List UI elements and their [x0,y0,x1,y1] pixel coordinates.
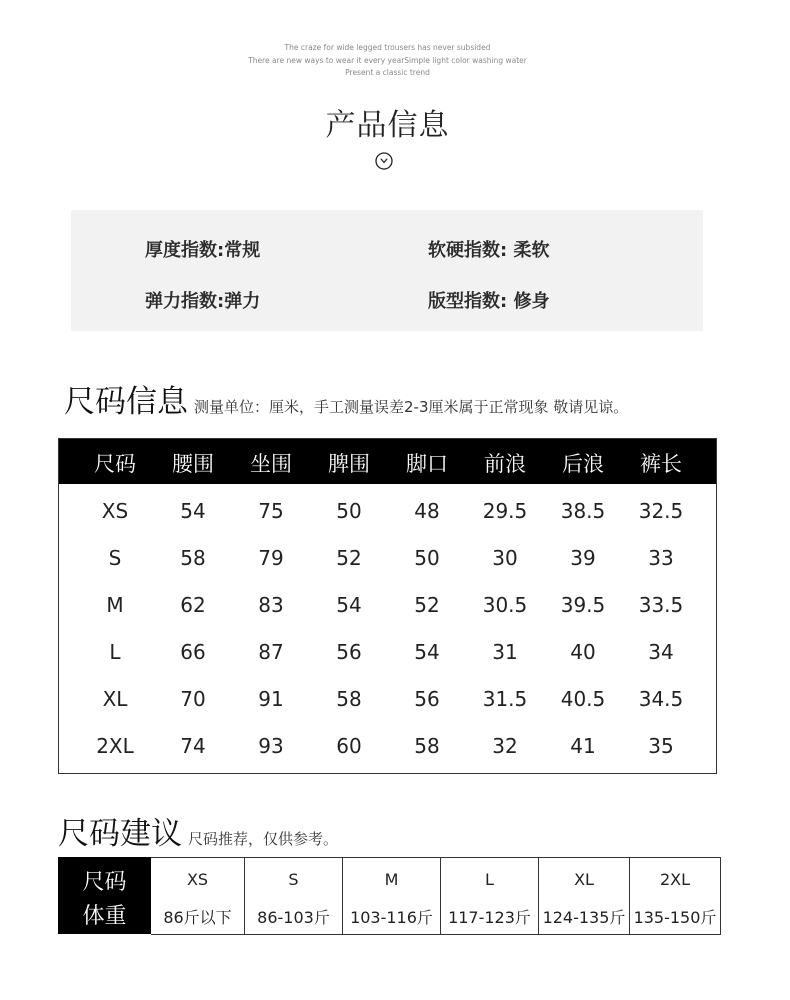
table-cell: 29.5 [482,499,528,523]
table-cell: 39 [570,546,596,570]
table-cell: 30.5 [482,593,528,617]
size-table-header-cell: 脚口 [406,452,448,476]
table-cell: 41 [570,734,596,758]
table-cell: 40.5 [560,687,606,711]
advice-column [441,857,539,935]
product-info-title: 产品信息 [325,108,450,143]
advice-column [343,857,441,935]
table-cell: 74 [180,734,206,758]
advice-weight: 135-150斤 [633,908,717,927]
table-cell: 70 [180,687,206,711]
softness-index [428,236,549,262]
table-cell: M [106,593,124,617]
size-table [58,438,717,774]
advice-size: L [485,870,494,889]
info-label: 版型指数: [428,291,508,312]
table-row [59,546,716,576]
advice-size: XS [186,870,209,889]
table-cell: 54 [180,499,206,523]
advice-weight: 86斤以下 [163,908,232,927]
table-cell: 32.5 [638,499,684,523]
table-cell: 30 [492,546,518,570]
table-cell: 58 [180,546,206,570]
info-value: 修身 [513,291,550,312]
size-table-header-cell: 后浪 [562,452,604,476]
table-cell: 58 [414,734,440,758]
advice-size: XL [574,870,594,889]
table-cell: 35 [648,734,674,758]
advice-column [539,857,630,935]
table-cell: 83 [258,593,284,617]
table-cell: 34.5 [638,687,684,711]
info-value: 柔软 [513,240,550,261]
fit-index [428,287,549,313]
advice-row-labels [58,857,151,934]
table-cell: 56 [336,640,362,664]
advice-weight: 124-135斤 [542,908,626,927]
table-cell: 79 [258,546,284,570]
table-cell: 87 [258,640,284,664]
tagline [0,42,775,80]
table-cell: 40 [570,640,596,664]
advice-size: 2XL [659,870,691,889]
size-info-note: 测量单位：厘米，手工测量误差2-3厘米属于正常现象 敬请见谅。 [194,398,629,416]
table-cell: L [109,640,121,664]
table-cell: 2XL [96,734,134,758]
info-label: 弹力指数: [145,291,225,312]
size-table-header-cell: 尺码 [94,452,136,476]
size-table-header-cell: 坐围 [250,452,292,476]
advice-column [630,857,721,935]
table-row [59,499,716,529]
size-advice-note: 尺码推荐，仅供参考。 [188,830,339,848]
advice-size-label: 尺码 [82,870,127,895]
size-table-header-cell: 脾围 [328,452,370,476]
table-cell: 60 [336,734,362,758]
table-cell: 31 [492,640,518,664]
size-advice-heading [58,808,338,853]
table-row [59,734,716,764]
size-table-header [59,439,716,484]
size-info-title: 尺码信息 [64,384,188,420]
info-label: 厚度指数: [145,240,225,261]
table-cell: 54 [336,593,362,617]
chevron-down-circle-icon [375,152,393,170]
size-table-header-cell: 前浪 [484,452,526,476]
info-value: 弹力 [224,291,261,312]
advice-weight: 86-103斤 [257,908,330,927]
table-cell: XS [101,499,129,523]
size-advice-title: 尺码建议 [58,816,182,852]
advice-size: M [384,870,399,889]
advice-size: S [288,870,299,889]
advice-column [245,857,343,935]
table-cell: 32 [492,734,518,758]
table-cell: S [108,546,122,570]
size-table-header-cell: 裤长 [640,452,682,476]
advice-weight: 103-116斤 [350,908,433,927]
size-advice-table [58,857,721,934]
table-cell: 56 [414,687,440,711]
table-cell: 38.5 [560,499,606,523]
table-cell: 33.5 [638,593,684,617]
table-cell: 31.5 [482,687,528,711]
product-info-panel [71,210,703,331]
table-row [59,687,716,717]
table-cell: 52 [336,546,362,570]
table-cell: 66 [180,640,206,664]
table-cell: 48 [414,499,440,523]
table-row [59,593,716,623]
table-cell: 39.5 [560,593,606,617]
table-cell: 50 [336,499,362,523]
thickness-index [145,236,260,262]
size-info-heading [64,376,628,421]
tagline-line: Present a classic trend [345,68,430,77]
table-cell: 54 [414,640,440,664]
table-cell: 91 [258,687,284,711]
table-cell: 50 [414,546,440,570]
tagline-line: The craze for wide legged trousers has never subsided [284,43,491,52]
table-cell: 93 [258,734,284,758]
advice-column [151,857,245,935]
table-cell: XL [102,687,128,711]
table-cell: 58 [336,687,362,711]
size-table-header-cell: 腰围 [172,452,214,476]
info-value: 常规 [224,240,261,261]
tagline-line: There are new ways to wear it every yearSimple light color washing water [248,55,527,65]
info-label: 软硬指数: [428,240,508,261]
table-cell: 34 [648,640,674,664]
table-cell: 62 [180,593,206,617]
table-row [59,640,716,670]
table-cell: 33 [648,546,674,570]
table-cell: 52 [414,593,440,617]
elasticity-index [145,287,260,313]
advice-weight-label: 体重 [82,904,127,929]
advice-weight: 117-123斤 [448,908,531,927]
table-cell: 75 [258,499,284,523]
